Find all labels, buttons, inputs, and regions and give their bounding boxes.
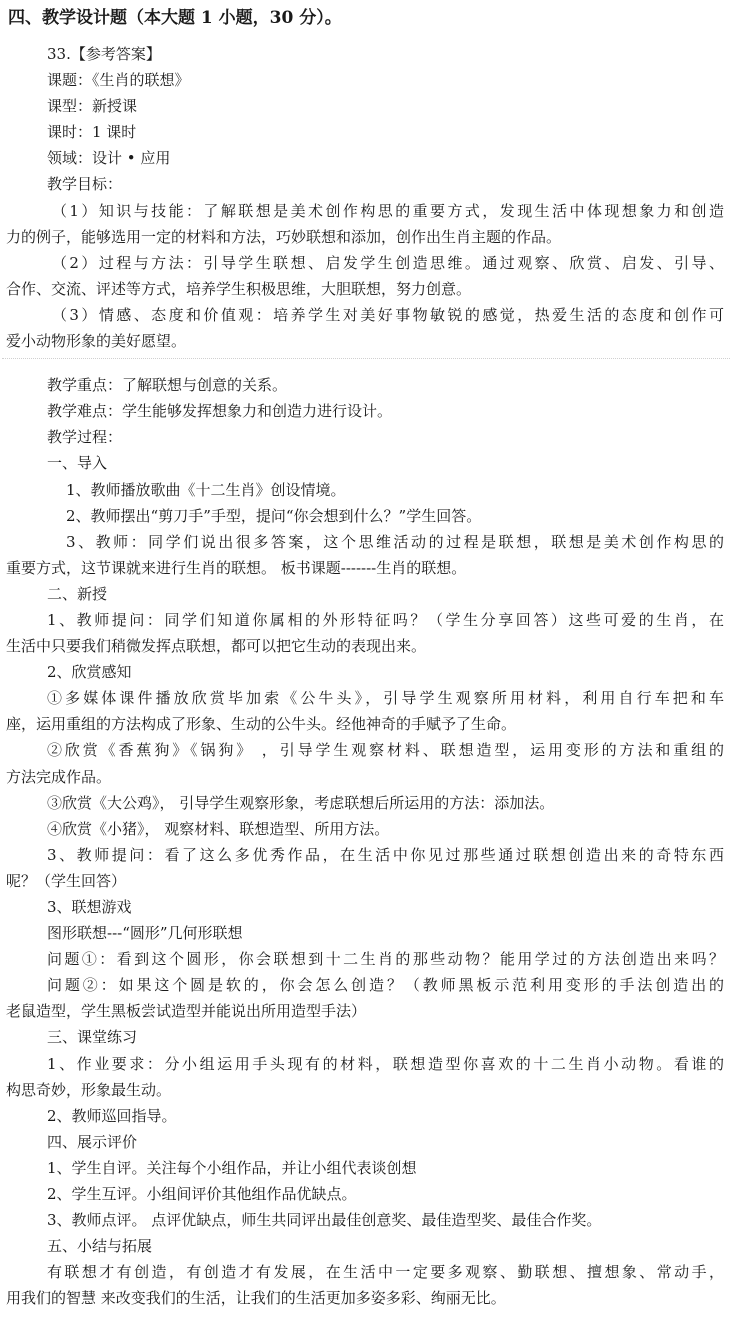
text-line: 3、教师：同学们说出很多答案，这个思维活动的过程是联想，联想是美术创作构思的 [66, 532, 724, 551]
text-line: ②欣赏《香蕉狗》《锅狗》 ，引导学生观察材料、联想造型，运用变形的方法和重组的 [47, 741, 724, 760]
text-line: 三、课堂练习 [47, 1028, 138, 1047]
text-line: （1）知识与技能：了解联想是美术创作构思的重要方式，发现生活中体现想象力和创造 [52, 201, 724, 220]
text-line: 2、欣赏感知 [47, 663, 132, 682]
lesson-overview [6, 41, 724, 354]
text-line: 3、教师提问：看了这么多优秀作品，在生活中你见过那些通过联想创造出来的奇特东西 [47, 845, 724, 864]
text-line: 3、联想游戏 [47, 898, 132, 916]
text-line: 爱小动物形象的美好愿望。 [6, 332, 187, 351]
text-line: ③欣赏《大公鸡》， 引导学生观察形象，考虑联想后所运用的方法：添加法。 [47, 793, 555, 812]
text-line: 五、小结与拓展 [47, 1237, 153, 1256]
text-line: ①多媒体课件播放欣赏毕加索《公牛头》，引导学生观察所用材料，利用自行车把和车 [47, 689, 724, 708]
text-line: 有联想才有创造，有创造才有发展，在生活中一定要多观察、勤联想、擅想象、常动手， [47, 1263, 724, 1282]
text-line: ④欣赏《小猪》， 观察材料、联想造型、所用方法。 [47, 819, 390, 838]
text-line: 力的例子，能够选用一定的材料和方法，巧妙联想和添加，创作出生肖主题的作品。 [6, 227, 562, 246]
text-line: 3、教师点评。 点评优缺点，师生共同评出最佳创意奖、最佳造型奖、最佳合作奖。 [47, 1211, 602, 1230]
text-line: 课型：新授课 [47, 97, 138, 116]
text-line: （2）过程与方法：引导学生联想、启发学生创造思维。通过观察、欣赏、启发、引导、 [52, 253, 724, 272]
text-line: 重要方式，这节课就来进行生肖的联想。 板书课题-------生肖的联想。 [6, 558, 467, 577]
lesson-process [6, 372, 724, 1311]
text-line: 1、教师提问：同学们知道你属相的外形特征吗？（学生分享回答）这些可爱的生肖，在 [47, 610, 724, 629]
answer-document [6, 41, 724, 1312]
text-line: 呢？（学生回答） [6, 871, 127, 890]
text-line: 1、学生自评。关注每个小组作品，并让小组代表谈创想 [47, 1158, 417, 1177]
page-break-divider [2, 358, 730, 363]
text-line: 二、新授 [47, 584, 108, 603]
text-line: 四、展示评价 [47, 1132, 138, 1151]
text-line: 教学目标： [47, 175, 123, 194]
text-line: 2、教师摆出“剪刀手”手型，提问“你会想到什么？”学生回答。 [66, 506, 482, 525]
text-line: （3）情感、态度和价值观：培养学生对美好事物敏锐的感觉，热爱生活的态度和创作可 [52, 305, 724, 324]
text-line: 问题①：看到这个圆形，你会联想到十二生肖的那些动物？能用学过的方法创造出来吗？ [47, 950, 724, 969]
text-line: 教学过程： [47, 428, 123, 447]
text-line: 教学重点：了解联想与创意的关系。 [47, 376, 288, 395]
text-line: 一、导入 [47, 454, 108, 473]
text-line: 合作、交流、评述等方式，培养学生积极思维，大胆联想，努力创意。 [6, 279, 472, 298]
text-line: 2、学生互评。小组间评价其他组作品优缺点。 [47, 1185, 357, 1204]
text-line: 课时：1 课时 [47, 123, 137, 142]
text-line: 图形联想---“圆形”几何形联想 [47, 924, 243, 943]
text-line: 1、作业要求：分小组运用手头现有的材料，联想造型你喜欢的十二生肖小动物。看谁的 [47, 1054, 724, 1073]
text-line: 方法完成作品。 [6, 767, 112, 786]
text-line: 生活中只要我们稍微发挥点联想，都可以把它生动的表现出来。 [6, 637, 427, 656]
text-line: 构思奇妙，形象最生动。 [6, 1080, 172, 1099]
text-line: 老鼠造型，学生黑板尝试造型并能说出所用造型手法） [6, 1002, 367, 1021]
text-line: 问题②：如果这个圆是软的，你会怎么创造？（教师黑板示范利用变形的手法创造出的 [47, 976, 724, 995]
text-line: 座，运用重组的方法构成了形象、生动的公牛头。经他神奇的手赋予了生命。 [6, 715, 517, 734]
text-line: 33.【参考答案】 [47, 45, 161, 63]
section-heading: 四、教学设计题（本大题 1 小题，30 分）。 [8, 8, 342, 28]
text-line: 用我们的智慧 来改变我们的生活，让我们的生活更加多姿多彩、绚丽无比。 [6, 1289, 506, 1308]
text-line: 课题：《生肖的联想》 [47, 71, 190, 90]
text-line: 教学难点：学生能够发挥想象力和创造力进行设计。 [47, 402, 393, 421]
text-line: 1、教师播放歌曲《十二生肖》创设情境。 [66, 480, 346, 499]
text-line: 2、教师巡回指导。 [47, 1106, 177, 1125]
text-line: 领域：设计 • 应用 [47, 149, 171, 168]
